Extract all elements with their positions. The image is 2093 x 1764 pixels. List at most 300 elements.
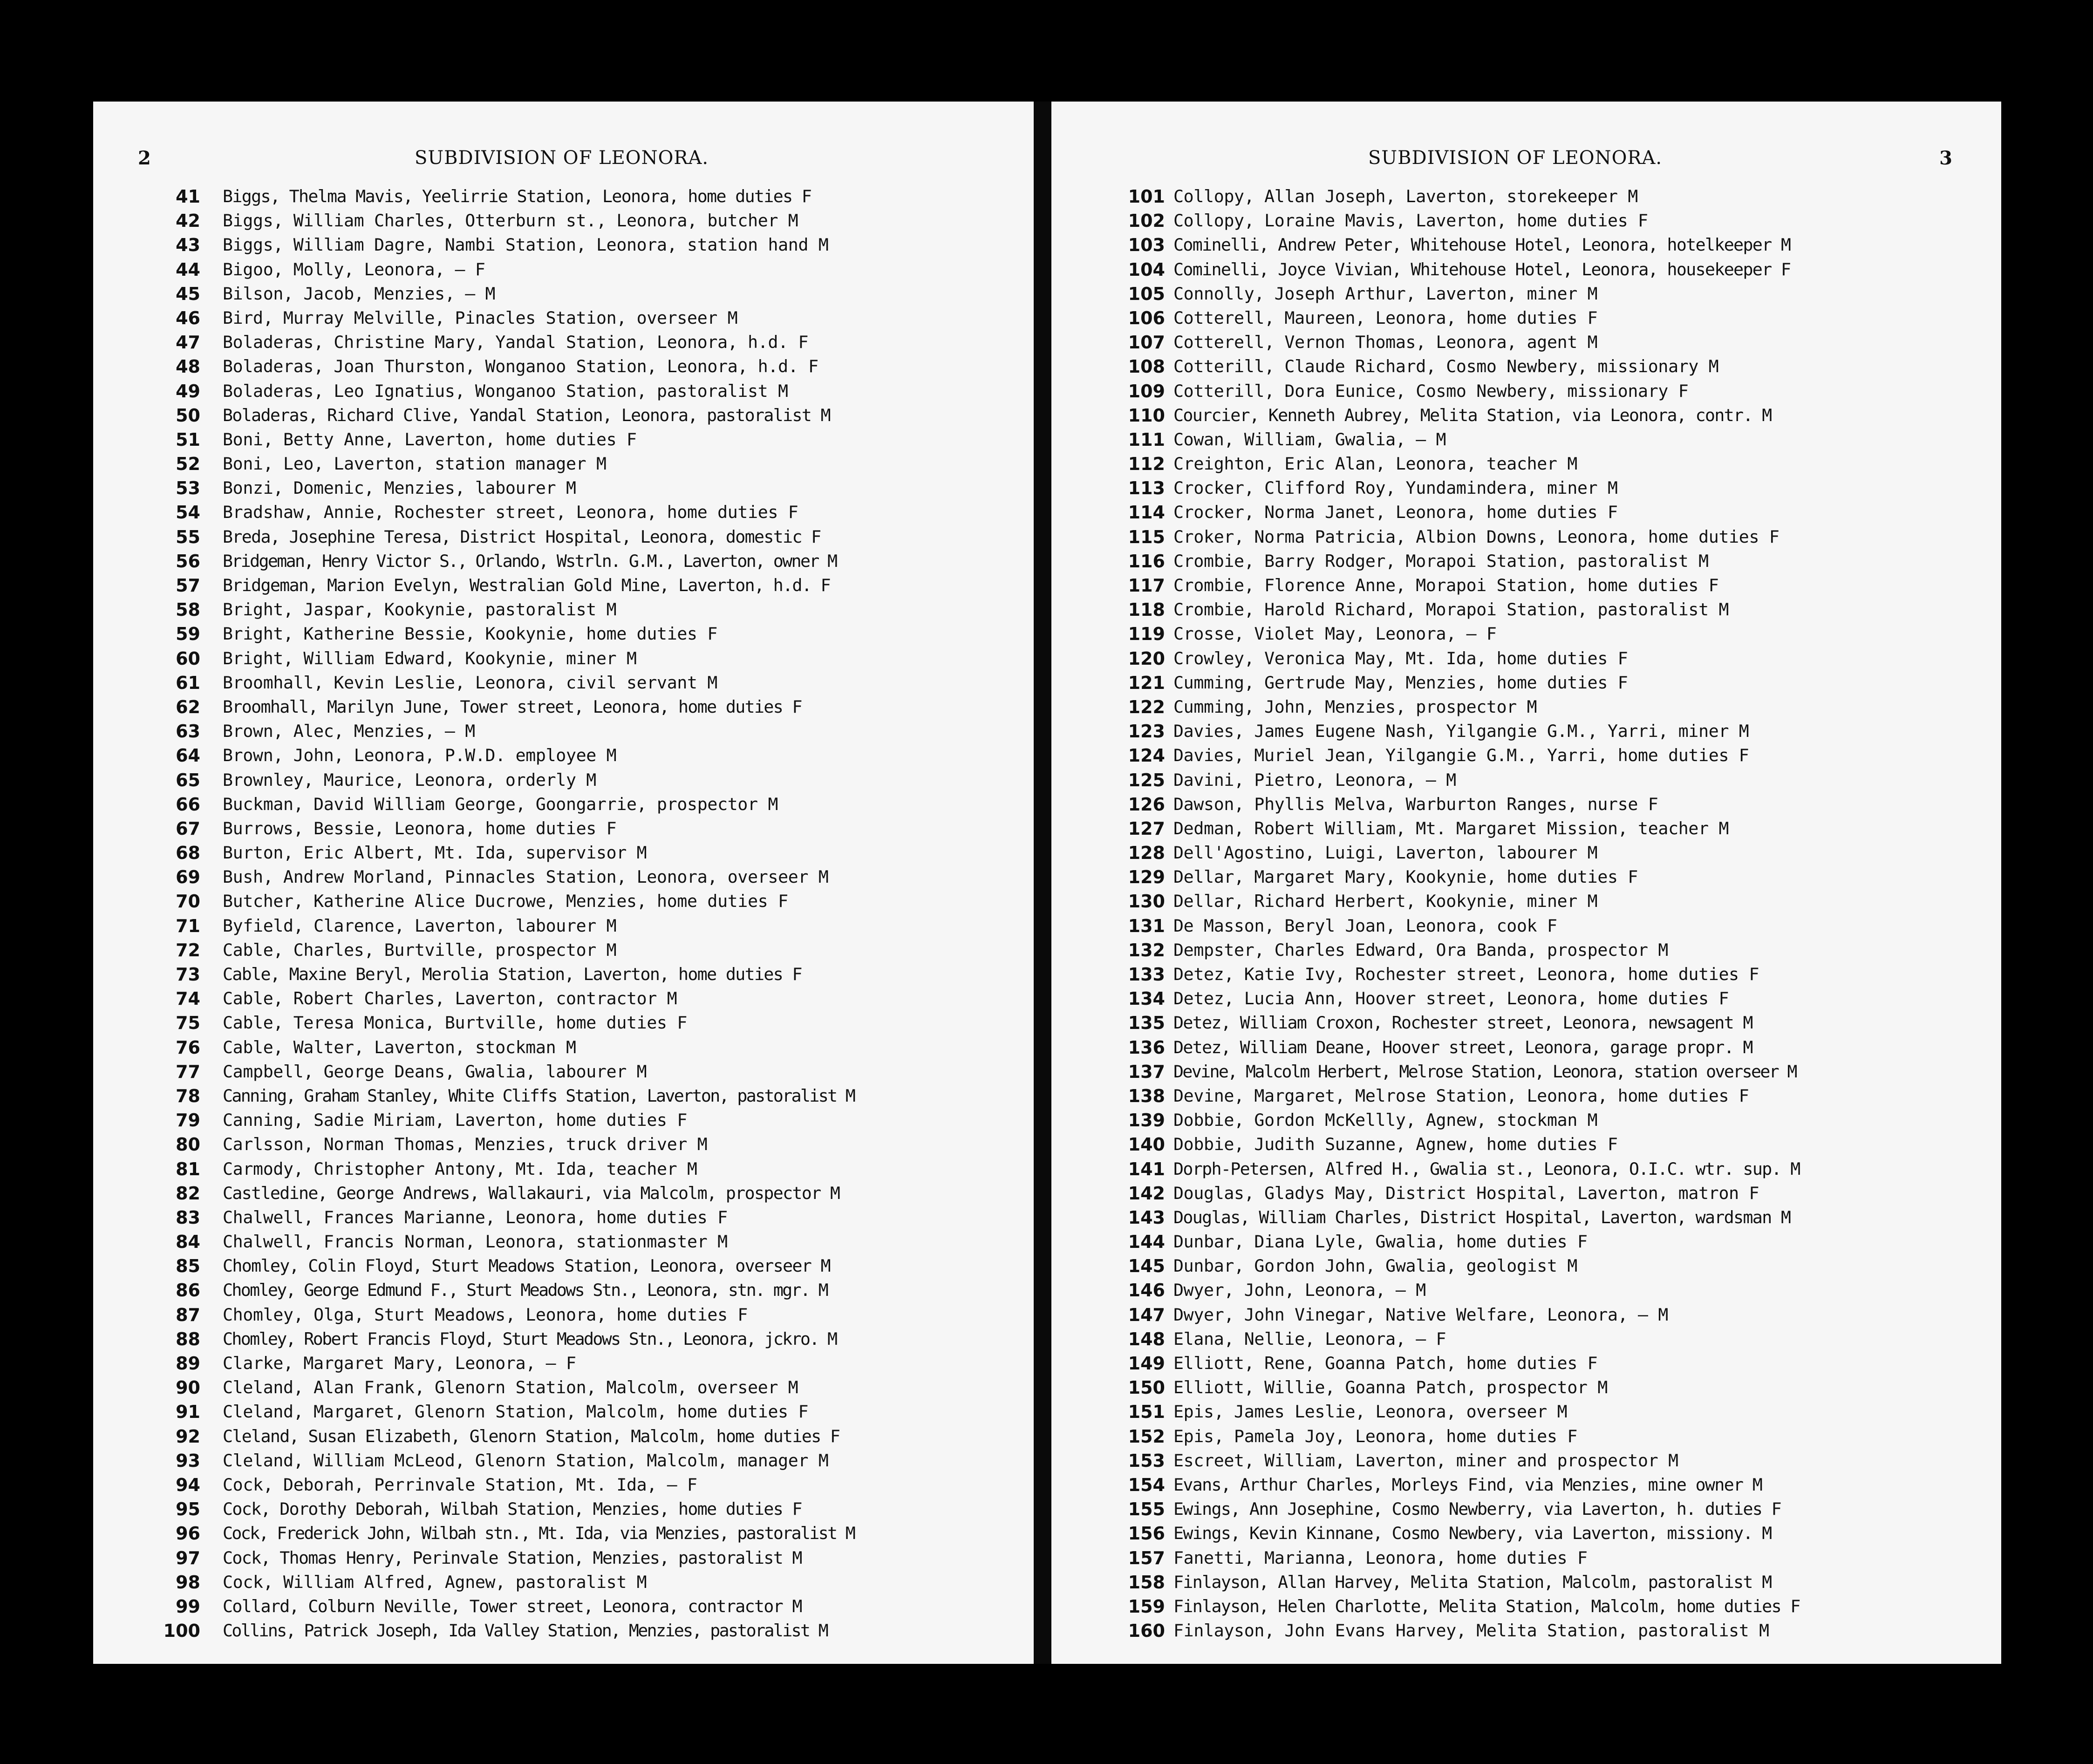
list-item bbox=[93, 792, 1034, 817]
entry-text: Broomhall, Kevin Leslie, Leonora, civil servant M bbox=[223, 672, 718, 693]
entry-number: 72 bbox=[176, 940, 200, 960]
entry-number: 94 bbox=[176, 1474, 200, 1495]
entry-text: Crowley, Veronica May, Mt. Ida, home duties F bbox=[1173, 648, 1628, 668]
entry-number: 117 bbox=[1128, 575, 1165, 596]
entry-number: 130 bbox=[1128, 891, 1165, 912]
entry-text: Castledine, George Andrews, Wallakauri, via Malcolm, prospector M bbox=[223, 1183, 840, 1203]
entry-text: Burrows, Bessie, Leonora, home duties F bbox=[223, 818, 617, 838]
entry-number: 135 bbox=[1128, 1013, 1165, 1034]
entry-text: Bright, Jaspar, Kookynie, pastoralist M bbox=[223, 599, 617, 620]
entry-number: 133 bbox=[1128, 964, 1165, 985]
page-title: SUBDIVISION OF LEONORA. bbox=[415, 147, 709, 169]
entry-text: Dellar, Margaret Mary, Kookynie, home duties F bbox=[1173, 867, 1638, 887]
list-item bbox=[93, 233, 1034, 257]
entry-text: Detez, Katie Ivy, Rochester street, Leonora, home duties F bbox=[1173, 964, 1759, 984]
entry-number: 83 bbox=[176, 1207, 200, 1228]
entry-number: 147 bbox=[1128, 1304, 1165, 1325]
entry-text: Cleland, William McLeod, Glenorn Station, Malcolm, manager M bbox=[223, 1450, 829, 1471]
entry-text: Clarke, Margaret Mary, Leonora, — F bbox=[223, 1353, 576, 1373]
list-item bbox=[1051, 671, 2001, 695]
entry-text: Chomley, George Edmund F., Sturt Meadows Stn., Leonora, stn. mgr. M bbox=[223, 1280, 828, 1301]
entry-text: Boladeras, Joan Thurston, Wonganoo Station, Leonora, h.d. F bbox=[223, 356, 818, 377]
list-item bbox=[1051, 817, 2001, 841]
list-item bbox=[93, 817, 1034, 841]
list-item bbox=[1051, 1157, 2001, 1181]
entry-number: 43 bbox=[176, 235, 200, 256]
list-item bbox=[1051, 1181, 2001, 1206]
list-item bbox=[93, 1011, 1034, 1035]
list-item bbox=[93, 1497, 1034, 1521]
list-item bbox=[1051, 258, 2001, 282]
entry-number: 56 bbox=[176, 551, 200, 572]
entry-number: 144 bbox=[1128, 1232, 1165, 1253]
entry-number: 82 bbox=[176, 1183, 200, 1204]
entry-number: 160 bbox=[1128, 1621, 1165, 1641]
list-item bbox=[1051, 184, 2001, 209]
entry-number: 57 bbox=[176, 575, 200, 596]
entry-number: 154 bbox=[1128, 1474, 1165, 1495]
entry-text: Cotterell, Maureen, Leonora, home duties F bbox=[1173, 307, 1598, 328]
entry-number: 67 bbox=[176, 818, 200, 839]
list-item bbox=[1051, 1521, 2001, 1546]
list-item bbox=[1051, 1254, 2001, 1278]
list-item bbox=[93, 1278, 1034, 1302]
list-item bbox=[1051, 403, 2001, 428]
entry-number: 80 bbox=[176, 1134, 200, 1155]
entry-number: 134 bbox=[1128, 988, 1165, 1009]
entry-text: Davies, James Eugene Nash, Yilgangie G.M., Yarri, miner M bbox=[1173, 721, 1749, 742]
entry-text: Cock, Deborah, Perrinvale Station, Mt. Ida, — F bbox=[223, 1474, 697, 1495]
entry-text: Dwyer, John Vinegar, Native Welfare, Leonora, — M bbox=[1173, 1304, 1669, 1325]
entry-number: 132 bbox=[1128, 940, 1165, 960]
entry-text: Buckman, David William George, Goongarrie, prospector M bbox=[223, 794, 778, 814]
list-item bbox=[93, 379, 1034, 403]
entry-text: Dwyer, John, Leonora, — M bbox=[1173, 1280, 1426, 1301]
list-item bbox=[1051, 962, 2001, 987]
entry-text: Dorph-Petersen, Alfred H., Gwalia st., Leonora, O.I.C. wtr. sup. M bbox=[1173, 1158, 1800, 1179]
list-item bbox=[93, 695, 1034, 719]
entry-text: Bush, Andrew Morland, Pinnacles Station, Leonora, overseer M bbox=[223, 867, 829, 887]
entry-text: Escreet, William, Laverton, miner and prospector M bbox=[1173, 1450, 1678, 1471]
list-item bbox=[93, 865, 1034, 889]
entry-number: 84 bbox=[176, 1232, 200, 1253]
list-item bbox=[93, 1351, 1034, 1376]
list-item bbox=[1051, 1570, 2001, 1594]
entry-number: 93 bbox=[176, 1450, 200, 1471]
entry-text: Fanetti, Marianna, Leonora, home duties F bbox=[1173, 1547, 1588, 1568]
entry-number: 81 bbox=[176, 1158, 200, 1179]
list-item bbox=[1051, 549, 2001, 573]
list-item bbox=[93, 1035, 1034, 1060]
list-item bbox=[93, 258, 1034, 282]
entry-number: 88 bbox=[176, 1328, 200, 1349]
entry-number: 42 bbox=[176, 211, 200, 232]
entry-number: 149 bbox=[1128, 1353, 1165, 1374]
entry-text: Dunbar, Gordon John, Gwalia, geologist M bbox=[1173, 1256, 1577, 1276]
list-item bbox=[93, 209, 1034, 233]
list-item bbox=[93, 1206, 1034, 1230]
entry-number: 127 bbox=[1128, 818, 1165, 839]
entry-number: 50 bbox=[176, 405, 200, 426]
entry-number: 58 bbox=[176, 599, 200, 620]
entry-number: 41 bbox=[176, 186, 200, 207]
entry-number: 76 bbox=[176, 1037, 200, 1058]
list-item bbox=[1051, 1084, 2001, 1108]
entry-number: 53 bbox=[176, 478, 200, 499]
entry-text: Breda, Josephine Teresa, District Hospital, Leonora, domestic F bbox=[223, 526, 821, 547]
list-item bbox=[93, 889, 1034, 913]
list-item bbox=[1051, 865, 2001, 889]
entry-text: Dedman, Robert William, Mt. Margaret Mission, teacher M bbox=[1173, 818, 1729, 838]
entry-text: Cotterell, Vernon Thomas, Leonora, agent M bbox=[1173, 332, 1598, 353]
elector-list bbox=[1051, 184, 2001, 1643]
entry-text: Cock, Thomas Henry, Perinvale Station, Menzies, pastoralist M bbox=[223, 1547, 802, 1568]
entry-number: 115 bbox=[1128, 526, 1165, 547]
list-item bbox=[93, 306, 1034, 330]
list-item bbox=[93, 598, 1034, 622]
list-item bbox=[1051, 1108, 2001, 1132]
entry-text: Detez, Lucia Ann, Hoover street, Leonora, home duties F bbox=[1173, 988, 1729, 1009]
entry-text: Boladeras, Richard Clive, Yandal Station, Leonora, pastoralist M bbox=[223, 405, 830, 425]
entry-number: 124 bbox=[1128, 745, 1165, 766]
entry-text: Courcier, Kenneth Aubrey, Melita Station, via Leonora, contr. M bbox=[1173, 405, 1772, 425]
entry-number: 122 bbox=[1128, 696, 1165, 717]
list-item bbox=[93, 428, 1034, 452]
entry-text: Collins, Patrick Joseph, Ida Valley Station, Menzies, pastoralist M bbox=[223, 1621, 828, 1641]
entry-number: 69 bbox=[176, 867, 200, 888]
entry-text: Finlayson, Helen Charlotte, Melita Station, Malcolm, home duties F bbox=[1173, 1596, 1800, 1616]
entry-text: Cowan, William, Gwalia, — M bbox=[1173, 429, 1446, 450]
entry-text: Boni, Betty Anne, Laverton, home duties F bbox=[223, 429, 637, 450]
entry-number: 103 bbox=[1128, 235, 1165, 256]
entry-text: Finlayson, Allan Harvey, Melita Station, Malcolm, pastoralist M bbox=[1173, 1572, 1772, 1592]
entry-number: 113 bbox=[1128, 478, 1165, 499]
list-item bbox=[1051, 1035, 2001, 1060]
entry-number: 148 bbox=[1128, 1328, 1165, 1349]
entry-text: Bigoo, Molly, Leonora, — F bbox=[223, 259, 485, 279]
entry-number: 96 bbox=[176, 1523, 200, 1544]
elector-list bbox=[93, 184, 1034, 1643]
entry-number: 75 bbox=[176, 1013, 200, 1034]
entry-text: Cable, Robert Charles, Laverton, contractor M bbox=[223, 988, 677, 1009]
entry-text: Collopy, Loraine Mavis, Laverton, home duties F bbox=[1173, 211, 1648, 231]
list-item bbox=[1051, 379, 2001, 403]
list-item bbox=[93, 1060, 1034, 1084]
left-page bbox=[93, 102, 1034, 1664]
entry-text: Chalwell, Frances Marianne, Leonora, home duties F bbox=[223, 1207, 728, 1227]
list-item bbox=[93, 719, 1034, 743]
entry-text: Davies, Muriel Jean, Yilgangie G.M., Yarri, home duties F bbox=[1173, 745, 1749, 766]
entry-number: 99 bbox=[176, 1596, 200, 1617]
entry-text: Davini, Pietro, Leonora, — M bbox=[1173, 770, 1456, 790]
list-item bbox=[93, 987, 1034, 1011]
entry-number: 111 bbox=[1128, 429, 1165, 450]
entry-number: 63 bbox=[176, 721, 200, 742]
entry-text: Boladeras, Leo Ignatius, Wonganoo Station, pastoralist M bbox=[223, 381, 788, 401]
entry-text: Cock, Dorothy Deborah, Wilbah Station, Menzies, home duties F bbox=[223, 1499, 802, 1519]
entry-text: Bright, William Edward, Kookynie, miner M bbox=[223, 648, 637, 668]
entry-text: Epis, Pamela Joy, Leonora, home duties F bbox=[1173, 1426, 1577, 1446]
left-page-header bbox=[93, 147, 1034, 184]
entry-number: 141 bbox=[1128, 1158, 1165, 1179]
entry-number: 73 bbox=[176, 964, 200, 985]
list-item bbox=[93, 622, 1034, 646]
list-item bbox=[93, 354, 1034, 379]
entry-text: Dawson, Phyllis Melva, Warburton Ranges, nurse F bbox=[1173, 794, 1658, 814]
list-item bbox=[1051, 792, 2001, 817]
list-item bbox=[1051, 525, 2001, 549]
entry-text: Chomley, Colin Floyd, Sturt Meadows Station, Leonora, overseer M bbox=[223, 1256, 830, 1276]
entry-text: Boladeras, Christine Mary, Yandal Station, Leonora, h.d. F bbox=[223, 332, 809, 353]
entry-number: 146 bbox=[1128, 1280, 1165, 1301]
entry-text: Byfield, Clarence, Laverton, labourer M bbox=[223, 915, 617, 936]
entry-number: 54 bbox=[176, 502, 200, 523]
entry-text: Crombie, Barry Rodger, Morapoi Station, pastoralist M bbox=[1173, 551, 1709, 571]
entry-number: 104 bbox=[1128, 259, 1165, 280]
list-item bbox=[93, 671, 1034, 695]
entry-number: 139 bbox=[1128, 1110, 1165, 1131]
entry-number: 120 bbox=[1128, 648, 1165, 669]
entry-number: 51 bbox=[176, 429, 200, 450]
entry-text: Cable, Walter, Laverton, stockman M bbox=[223, 1037, 576, 1057]
entry-text: Collard, Colburn Neville, Tower street, Leonora, contractor M bbox=[223, 1596, 802, 1616]
entry-text: Canning, Sadie Miriam, Laverton, home duties F bbox=[223, 1110, 688, 1131]
page-number: 2 bbox=[138, 147, 151, 169]
list-item bbox=[93, 647, 1034, 671]
entry-number: 119 bbox=[1128, 624, 1165, 645]
entry-text: Cock, Frederick John, Wilbah stn., Mt. Ida, via Menzies, pastoralist M bbox=[223, 1523, 855, 1544]
entry-text: Ewings, Kevin Kinnane, Cosmo Newbery, via Laverton, missiony. M bbox=[1173, 1523, 1772, 1544]
list-item bbox=[1051, 768, 2001, 792]
entry-number: 126 bbox=[1128, 794, 1165, 815]
list-item bbox=[1051, 938, 2001, 962]
entry-text: Bilson, Jacob, Menzies, — M bbox=[223, 283, 496, 304]
entry-number: 61 bbox=[176, 672, 200, 693]
entry-number: 48 bbox=[176, 356, 200, 377]
entry-text: Canning, Graham Stanley, White Cliffs Station, Laverton, pastoralist M bbox=[223, 1085, 855, 1106]
list-item bbox=[93, 1546, 1034, 1570]
entry-number: 158 bbox=[1128, 1572, 1165, 1593]
list-item bbox=[93, 1521, 1034, 1546]
entry-number: 45 bbox=[176, 283, 200, 304]
entry-number: 85 bbox=[176, 1256, 200, 1277]
entry-number: 92 bbox=[176, 1426, 200, 1447]
list-item bbox=[1051, 1206, 2001, 1230]
entry-number: 60 bbox=[176, 648, 200, 669]
list-item bbox=[1051, 743, 2001, 768]
entry-number: 64 bbox=[176, 745, 200, 766]
entry-text: Cock, William Alfred, Agnew, pastoralist M bbox=[223, 1572, 647, 1592]
entry-text: Broomhall, Marilyn June, Tower street, Leonora, home duties F bbox=[223, 696, 802, 717]
list-item bbox=[1051, 622, 2001, 646]
list-item bbox=[1051, 428, 2001, 452]
entry-number: 87 bbox=[176, 1304, 200, 1325]
entry-number: 101 bbox=[1128, 186, 1165, 207]
entry-number: 145 bbox=[1128, 1256, 1165, 1277]
entry-number: 55 bbox=[176, 526, 200, 547]
entry-text: Creighton, Eric Alan, Leonora, teacher M bbox=[1173, 454, 1577, 474]
entry-text: Cumming, John, Menzies, prospector M bbox=[1173, 696, 1537, 717]
entry-text: Cumming, Gertrude May, Menzies, home duties F bbox=[1173, 672, 1628, 693]
entry-number: 95 bbox=[176, 1499, 200, 1520]
entry-text: Cable, Maxine Beryl, Merolia Station, Laverton, home duties F bbox=[223, 964, 802, 984]
list-item bbox=[93, 938, 1034, 962]
list-item bbox=[1051, 1400, 2001, 1424]
entry-text: Finlayson, John Evans Harvey, Melita Station, pastoralist M bbox=[1173, 1621, 1769, 1641]
list-item bbox=[93, 1084, 1034, 1108]
right-page-header bbox=[1051, 147, 2001, 184]
entry-number: 68 bbox=[176, 843, 200, 864]
list-item bbox=[93, 1449, 1034, 1473]
list-item bbox=[93, 1157, 1034, 1181]
list-item bbox=[1051, 695, 2001, 719]
list-item bbox=[93, 1181, 1034, 1206]
list-item bbox=[1051, 647, 2001, 671]
list-item bbox=[93, 1376, 1034, 1400]
entry-number: 100 bbox=[163, 1621, 200, 1641]
entry-number: 151 bbox=[1128, 1402, 1165, 1423]
entry-text: Burton, Eric Albert, Mt. Ida, supervisor M bbox=[223, 843, 647, 863]
entry-number: 159 bbox=[1128, 1596, 1165, 1617]
entry-number: 66 bbox=[176, 794, 200, 815]
list-item bbox=[1051, 889, 2001, 913]
entry-text: Cleland, Susan Elizabeth, Glenorn Station, Malcolm, home duties F bbox=[223, 1426, 840, 1446]
entry-text: Cleland, Alan Frank, Glenorn Station, Malcolm, overseer M bbox=[223, 1377, 798, 1398]
entry-text: Bridgeman, Marion Evelyn, Westralian Gold Mine, Laverton, h.d. F bbox=[223, 575, 830, 595]
entry-text: Cominelli, Joyce Vivian, Whitehouse Hotel, Leonora, housekeeper F bbox=[1173, 259, 1791, 279]
list-item bbox=[1051, 1132, 2001, 1157]
entry-number: 136 bbox=[1128, 1037, 1165, 1058]
list-item bbox=[93, 743, 1034, 768]
entry-text: Collopy, Allan Joseph, Laverton, storekeeper M bbox=[1173, 186, 1638, 206]
entry-number: 78 bbox=[176, 1085, 200, 1106]
list-item bbox=[93, 914, 1034, 938]
entry-number: 142 bbox=[1128, 1183, 1165, 1204]
list-item bbox=[1051, 719, 2001, 743]
entry-number: 157 bbox=[1128, 1547, 1165, 1568]
entry-text: Douglas, William Charles, District Hospital, Laverton, wardsman M bbox=[1173, 1207, 1791, 1227]
entry-number: 89 bbox=[176, 1353, 200, 1374]
entry-text: Detez, William Croxon, Rochester street, Leonora, newsagent M bbox=[1173, 1013, 1752, 1033]
entry-text: Dell'Agostino, Luigi, Laverton, labourer M bbox=[1173, 843, 1598, 863]
entry-number: 112 bbox=[1128, 454, 1165, 475]
list-item bbox=[1051, 573, 2001, 598]
list-item bbox=[1051, 452, 2001, 476]
entry-text: Biggs, Thelma Mavis, Yeelirrie Station, Leonora, home duties F bbox=[223, 186, 811, 206]
list-item bbox=[93, 1108, 1034, 1132]
entry-text: Croker, Norma Patricia, Albion Downs, Leonora, home duties F bbox=[1173, 526, 1779, 547]
entry-text: Crosse, Violet May, Leonora, — F bbox=[1173, 624, 1497, 644]
entry-text: Boni, Leo, Laverton, station manager M bbox=[223, 454, 607, 474]
entry-number: 62 bbox=[176, 696, 200, 717]
entry-number: 110 bbox=[1128, 405, 1165, 426]
entry-text: De Masson, Beryl Joan, Leonora, cook F bbox=[1173, 915, 1557, 936]
entry-text: Biggs, William Dagre, Nambi Station, Leonora, station hand M bbox=[223, 235, 829, 255]
list-item bbox=[93, 525, 1034, 549]
entry-text: Bright, Katherine Bessie, Kookynie, home duties F bbox=[223, 624, 718, 644]
entry-number: 105 bbox=[1128, 283, 1165, 304]
list-item bbox=[93, 1327, 1034, 1351]
entry-number: 131 bbox=[1128, 915, 1165, 936]
list-item bbox=[93, 500, 1034, 524]
entry-number: 121 bbox=[1128, 672, 1165, 693]
entry-number: 59 bbox=[176, 624, 200, 645]
entry-text: Chomley, Robert Francis Floyd, Sturt Meadows Stn., Leonora, jckro. M bbox=[223, 1328, 837, 1349]
list-item bbox=[1051, 476, 2001, 500]
entry-text: Dobbie, Judith Suzanne, Agnew, home duties F bbox=[1173, 1134, 1618, 1155]
entry-number: 153 bbox=[1128, 1450, 1165, 1471]
entry-number: 137 bbox=[1128, 1061, 1165, 1082]
list-item bbox=[1051, 1546, 2001, 1570]
entry-number: 129 bbox=[1128, 867, 1165, 888]
entry-number: 140 bbox=[1128, 1134, 1165, 1155]
list-item bbox=[1051, 1351, 2001, 1376]
entry-number: 71 bbox=[176, 915, 200, 936]
list-item bbox=[93, 1424, 1034, 1449]
entry-text: Bonzi, Domenic, Menzies, labourer M bbox=[223, 478, 576, 498]
entry-text: Elliott, Rene, Goanna Patch, home duties F bbox=[1173, 1353, 1598, 1373]
list-item bbox=[1051, 1424, 2001, 1449]
entry-text: Brown, Alec, Menzies, — M bbox=[223, 721, 475, 742]
entry-number: 77 bbox=[176, 1061, 200, 1082]
entry-number: 65 bbox=[176, 770, 200, 790]
list-item bbox=[93, 962, 1034, 987]
entry-number: 128 bbox=[1128, 843, 1165, 864]
list-item bbox=[1051, 914, 2001, 938]
entry-number: 152 bbox=[1128, 1426, 1165, 1447]
entry-text: Chalwell, Francis Norman, Leonora, stationmaster M bbox=[223, 1232, 728, 1252]
list-item bbox=[93, 841, 1034, 865]
list-item bbox=[1051, 598, 2001, 622]
entry-text: Evans, Arthur Charles, Morleys Find, via Menzies, mine owner M bbox=[1173, 1474, 1762, 1495]
entry-text: Crocker, Clifford Roy, Yundamindera, miner M bbox=[1173, 478, 1618, 498]
entry-number: 155 bbox=[1128, 1499, 1165, 1520]
list-item bbox=[93, 573, 1034, 598]
entry-text: Dunbar, Diana Lyle, Gwalia, home duties F bbox=[1173, 1232, 1588, 1252]
entry-text: Crombie, Florence Anne, Morapoi Station, home duties F bbox=[1173, 575, 1719, 595]
list-item bbox=[93, 452, 1034, 476]
list-item bbox=[93, 403, 1034, 428]
list-item bbox=[1051, 282, 2001, 306]
entry-text: Carmody, Christopher Antony, Mt. Ida, teacher M bbox=[223, 1158, 697, 1179]
entry-number: 102 bbox=[1128, 211, 1165, 232]
list-item bbox=[1051, 1327, 2001, 1351]
entry-text: Devine, Malcolm Herbert, Melrose Station, Leonora, station overseer M bbox=[1173, 1061, 1796, 1082]
entry-number: 109 bbox=[1128, 381, 1165, 402]
entry-text: Brownley, Maurice, Leonora, orderly M bbox=[223, 770, 596, 790]
list-item bbox=[1051, 1619, 2001, 1643]
entry-number: 90 bbox=[176, 1377, 200, 1398]
list-item bbox=[1051, 1278, 2001, 1302]
list-item bbox=[93, 549, 1034, 573]
entry-number: 143 bbox=[1128, 1207, 1165, 1228]
list-item bbox=[1051, 209, 2001, 233]
list-item bbox=[1051, 500, 2001, 524]
list-item bbox=[1051, 1473, 2001, 1497]
entry-text: Cominelli, Andrew Peter, Whitehouse Hotel, Leonora, hotelkeeper M bbox=[1173, 235, 1791, 255]
entry-number: 123 bbox=[1128, 721, 1165, 742]
list-item bbox=[1051, 1303, 2001, 1327]
entry-text: Dempster, Charles Edward, Ora Banda, prospector M bbox=[1173, 940, 1669, 960]
list-item bbox=[93, 1619, 1034, 1643]
entry-number: 108 bbox=[1128, 356, 1165, 377]
page-number: 3 bbox=[1939, 147, 1953, 169]
page-title: SUBDIVISION OF LEONORA. bbox=[1368, 147, 1663, 169]
entry-number: 138 bbox=[1128, 1085, 1165, 1106]
list-item bbox=[1051, 1060, 2001, 1084]
entry-number: 98 bbox=[176, 1572, 200, 1593]
entry-text: Elliott, Willie, Goanna Patch, prospector M bbox=[1173, 1377, 1608, 1398]
